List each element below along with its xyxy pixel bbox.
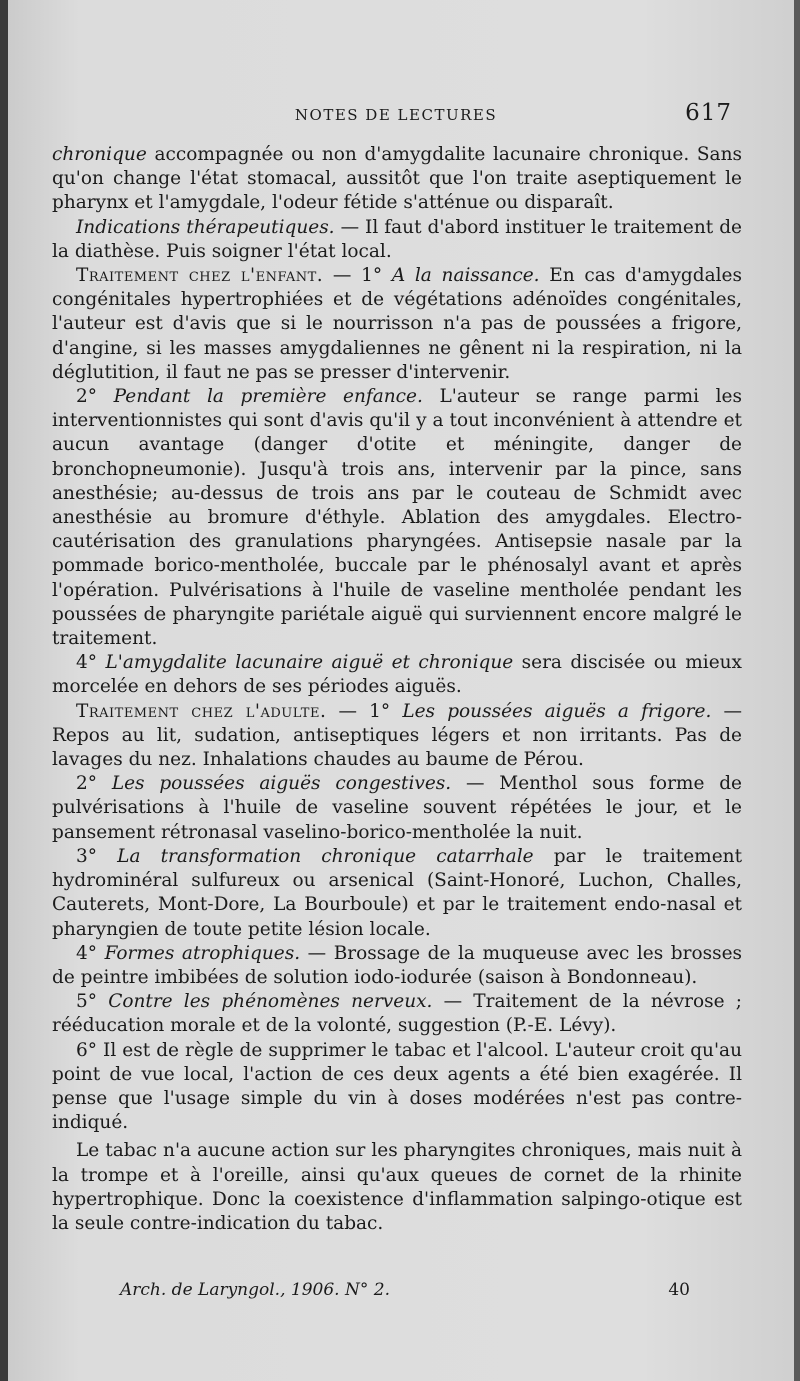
paragraph-p7 <box>52 772 742 845</box>
text-run: — Il faut d'abord instituer le traitement de la diathèse. Puis soigner l'état local. <box>52 216 742 262</box>
text-run: En cas d'amygdales congénitales hypertrophiées et de végétations adénoïdes congénitales, l'auteur est d'avis que si le nourrisson n'a pas de poussées a frigore, d'angine, si les masses amygdaliennes ne gênent ni la respiration, ni la déglutition, il faut ne pas se presser d'intervenir. <box>52 265 742 383</box>
text-run: sera discisée ou mieux morcelée en dehors de ses périodes aiguës. <box>52 652 742 698</box>
section-heading: Traitement chez l'enfant. <box>76 265 324 287</box>
body-text <box>52 143 742 1236</box>
text-run: 3° <box>76 845 118 867</box>
text-run: 4° <box>76 652 106 674</box>
italic-run: Contre les phénomènes nerveux. <box>108 991 433 1013</box>
text-run: — 1° <box>323 265 392 287</box>
paragraph-p3 <box>52 264 742 385</box>
text-run: par le traitement hydrominéral sulfureux ou arsenical (Saint-Honoré, Luchon, Challes, Cauterets, Mont-Dore, La Bourboule) et par le traitement endo-nasal et pharyngien de toute petite lésion locale. <box>52 845 743 940</box>
running-head <box>60 100 732 130</box>
paragraph-p1 <box>52 143 742 216</box>
italic-run: chronique <box>52 144 147 165</box>
paragraph-p10 <box>52 990 742 1038</box>
paragraph-p8 <box>52 845 742 942</box>
italic-run: Les poussées aiguës a frigore. <box>402 700 712 722</box>
text-run: 5° <box>76 991 109 1013</box>
text-run: — Brossage de la muqueuse avec les brosses de peintre imbibées de solution iodo-iodurée (saison à Bondonneau). <box>52 942 743 988</box>
italic-run: A la naissance. <box>391 265 540 287</box>
paragraph-p6 <box>52 700 742 773</box>
text-run: — Traitement de la névrose ; rééducation morale et de la volonté, suggestion (P.-E. Lévy). <box>52 991 742 1037</box>
text-run: 2° <box>76 773 112 795</box>
page-binding-edge <box>0 0 8 1381</box>
footer-citation: Arch. de Laryngol., 1906. N° 2. <box>120 1280 390 1300</box>
text-run: L'auteur se range parmi les interventionnistes qui sont d'avis qu'il y a tout inconvénient à attendre et aucun avantage (danger d'otite et méningite, danger de bronchopneumonie). Jusqu'à trois ans, intervenir par la pince, sans anesthésie; au-dessus de trois ans par le couteau de Schmidt avec anesthésie au bromure d'éthyle. Ablation des amygdales. Electro-cautérisation des granulations pharyngées. Antisepsie nasale par la pommade borico-mentholée, buccale par le phénosalyl avant et après l'opération. Pulvérisations à l'huile de vaseline mentholée pendant les poussées de pharyngite pariétale aiguë qui surviennent encore malgré le traitement. <box>52 386 742 650</box>
paragraph-p9 <box>52 942 742 990</box>
paragraph-p5 <box>52 651 742 699</box>
paragraph-p2 <box>52 216 742 264</box>
italic-run: Indications thérapeutiques. <box>76 216 335 238</box>
text-run: — 1° <box>326 700 403 722</box>
italic-run: Formes atrophiques. <box>104 942 301 964</box>
italic-run: L'amygdalite lacunaire aiguë et chronique <box>105 652 514 674</box>
italic-run: Les poussées aiguës congestives. <box>111 773 452 795</box>
text-run: — Repos au lit, sudation, antiseptiques légers et non irritants. Pas de lavages du nez. Inhalations chaudes au baume de Pérou. <box>52 700 742 771</box>
footer-signature: 40 <box>668 1280 690 1300</box>
text-run: — Menthol sous forme de pulvérisations à l'huile de vaseline souvent répétées le jour, et le pansement rétronasal vaselino-borico-mentholée la nuit. <box>52 773 742 843</box>
paragraph-p4 <box>52 385 742 651</box>
running-title: NOTES DE LECTURES <box>294 106 498 124</box>
text-run: accompagnée ou non d'amygdalite lacunaire chronique. Sans qu'on change l'état stomacal, aussitôt que l'on traite aseptiquement le pharynx et l'amygdale, l'odeur fétide s'atténue ou disparaît. <box>52 144 742 214</box>
page-footer <box>120 1280 700 1306</box>
text-run: 6° Il est de règle de supprimer le tabac et l'alcool. L'auteur croit qu'au point de vue local, l'action de ces deux agents a été bien exagérée. Il pense que l'usage simple du vin à doses modérées n'est pas contre-indiqué. <box>52 1039 742 1134</box>
italic-run: Pendant la première enfance. <box>113 386 423 408</box>
text-run: Le tabac n'a aucune action sur les pharyngites chroniques, mais nuit à la trompe et à l'oreille, ainsi qu'aux queues de cornet de la rhinite hypertrophique. Donc la coexistence d'inflammation salpingo-otique est la seule contre-indication du tabac. <box>52 1140 742 1234</box>
page-number: 617 <box>685 100 732 126</box>
text-run: 2° <box>76 386 114 408</box>
paragraph-p12 <box>52 1139 742 1236</box>
text-run: 4° <box>76 942 105 964</box>
paragraph-p11 <box>52 1039 742 1136</box>
section-heading: Traitement chez l'adulte. <box>76 700 327 722</box>
page-right-edge <box>794 0 800 1381</box>
italic-run: La transformation chronique catarrhale <box>117 845 534 867</box>
